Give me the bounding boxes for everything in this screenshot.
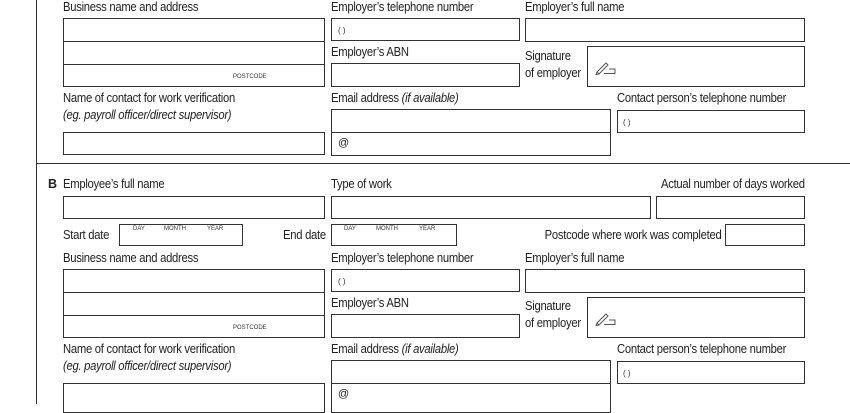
postcode-work-field[interactable] [725,224,805,246]
end-month-label: MONTH [376,226,398,232]
postcode-label: POSTCODE [233,74,267,80]
employer-abn-field[interactable] [331,314,520,338]
contact-tel-field[interactable] [617,361,805,384]
work-type-label: Type of work [331,177,392,191]
end-date-field[interactable] [331,224,457,246]
contact-name-field[interactable] [63,132,325,155]
signature-label-line1: Signature [525,299,571,313]
signature-label-line2: of employer [525,66,581,80]
signature-label-line2: of employer [525,316,581,330]
contact-tel-label: Contact person’s telephone number [617,91,787,105]
email-label [331,342,459,356]
business-name-label: Business name and address [63,251,199,265]
employee-name-field[interactable] [63,196,325,219]
end-year-label: YEAR [419,226,436,232]
employer-fullname-label: Employer’s full name [525,251,625,265]
contact-name-note: (eg. payroll officer/direct supervisor) [63,359,232,373]
contact-name-label: Name of contact for work verification [63,342,235,356]
section-b-letter: B [48,177,58,191]
signature-field[interactable] [587,297,805,338]
email-label [331,91,459,105]
start-year-label: YEAR [207,226,224,232]
employer-tel-label: Employer’s telephone number [331,0,474,14]
employer-abn-label: Employer’s ABN [331,45,409,59]
contact-tel-field[interactable] [617,110,805,133]
days-worked-label: Actual number of days worked [661,177,805,191]
business-name-field-1[interactable] [63,18,325,42]
postcode-label: POSTCODE [233,325,267,331]
email-field-1[interactable] [331,109,611,133]
email-label-text: Email address [331,342,399,356]
signature-label-line1: Signature [525,49,571,63]
email-field-1[interactable] [331,360,611,384]
business-name-field-3[interactable] [63,64,325,87]
end-date-label: End date [283,228,326,242]
at-sign: @ [338,388,350,400]
start-date-field[interactable] [119,224,243,246]
tel-parens: ( ) [338,26,346,35]
email-label-note: (if available) [401,342,459,356]
section-a-left-border [36,0,37,164]
start-date-label: Start date [63,228,110,242]
contact-tel-parens: ( ) [623,369,631,378]
start-month-label: MONTH [164,226,186,232]
business-name-field-3[interactable] [63,315,325,338]
signature-field[interactable] [587,46,805,87]
postcode-work-label: Postcode where work was completed [544,228,721,242]
employer-fullname-label: Employer’s full name [525,0,625,14]
business-name-field-1[interactable] [63,269,325,293]
work-type-field[interactable] [331,196,651,219]
section-b-left-border [36,163,37,404]
tel-parens: ( ) [338,277,346,286]
email-field-2[interactable] [331,383,611,413]
pen-signature-icon [595,312,617,326]
employee-name-label: Employee’s full name [63,177,165,191]
employer-fullname-field[interactable] [525,269,805,293]
business-name-label: Business name and address [63,0,199,14]
email-label-note: (if available) [401,91,459,105]
employer-tel-field[interactable] [331,269,520,292]
employer-abn-field[interactable] [331,63,520,87]
employer-abn-label: Employer’s ABN [331,296,409,310]
business-name-field-2[interactable] [63,292,325,316]
email-label-text: Email address [331,91,399,105]
end-day-label: DAY [344,226,356,232]
section-divider [36,163,850,164]
contact-tel-label: Contact person’s telephone number [617,342,787,356]
start-day-label: DAY [133,226,145,232]
business-name-field-2[interactable] [63,41,325,65]
contact-name-label: Name of contact for work verification [63,91,235,105]
contact-name-note: (eg. payroll officer/direct supervisor) [63,108,232,122]
employer-tel-label: Employer’s telephone number [331,251,474,265]
at-sign: @ [338,137,350,149]
contact-tel-parens: ( ) [623,118,631,127]
pen-signature-icon [595,61,617,75]
email-field-2[interactable] [331,132,611,156]
contact-name-field[interactable] [63,383,325,413]
employer-fullname-field[interactable] [525,18,805,42]
days-worked-field[interactable] [656,196,805,219]
employer-tel-field[interactable] [331,18,520,41]
